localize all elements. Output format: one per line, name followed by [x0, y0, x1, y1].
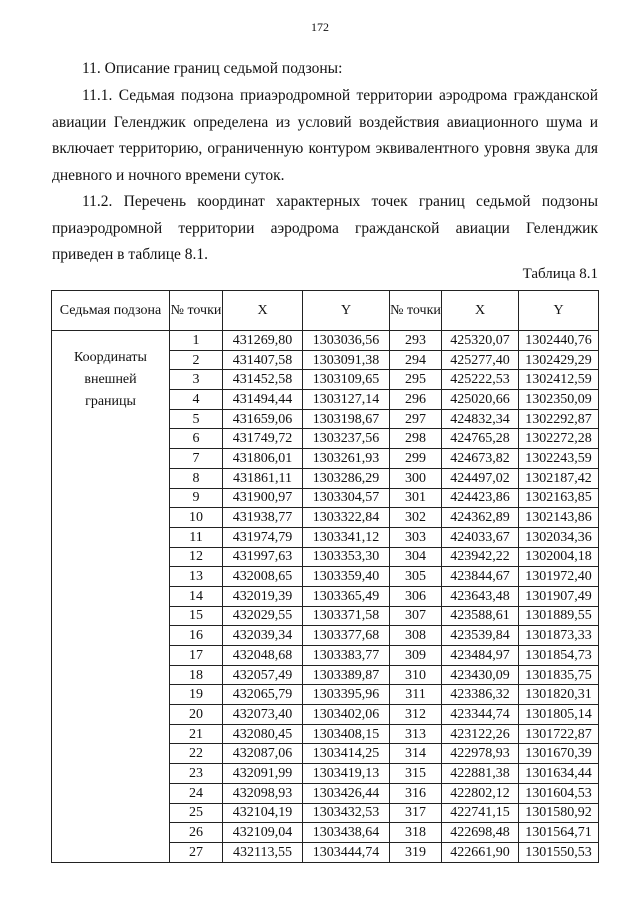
- cell-point-number-right: 304: [390, 547, 442, 567]
- cell-point-number-left: 12: [170, 547, 223, 567]
- cell-y-right: 1301835,75: [519, 665, 599, 685]
- cell-point-number-left: 11: [170, 527, 223, 547]
- cell-y-right: 1302292,87: [519, 409, 599, 429]
- cell-y-right: 1301564,71: [519, 823, 599, 843]
- cell-x-right: 422661,90: [442, 842, 519, 862]
- cell-x-right: 422978,93: [442, 744, 519, 764]
- cell-y-left: 1303109,65: [303, 370, 390, 390]
- cell-y-right: 1302004,18: [519, 547, 599, 567]
- cell-point-number-right: 299: [390, 449, 442, 469]
- cell-y-left: 1303261,93: [303, 449, 390, 469]
- cell-y-left: 1303091,38: [303, 350, 390, 370]
- cell-x-right: 425222,53: [442, 370, 519, 390]
- cell-point-number-left: 18: [170, 665, 223, 685]
- cell-y-left: 1303198,67: [303, 409, 390, 429]
- cell-y-right: 1302272,28: [519, 429, 599, 449]
- cell-y-left: 1303377,68: [303, 626, 390, 646]
- table-header-row: [52, 291, 599, 331]
- cell-y-right: 1301805,14: [519, 705, 599, 725]
- cell-point-number-left: 17: [170, 646, 223, 666]
- cell-y-right: 1301972,40: [519, 567, 599, 587]
- cell-y-right: 1301907,49: [519, 586, 599, 606]
- cell-x-left: 431861,11: [223, 468, 303, 488]
- paragraph-11-1: 11.1. Седьмая подзона приаэродромной территории аэродрома гражданской авиации Геленджик определена из условий воздействия авиационного шума и включает территорию, ограниченную контуром эквивалентного уровня звука для дневного и ночного времени суток.: [52, 87, 598, 184]
- cell-y-right: 1301873,33: [519, 626, 599, 646]
- cell-point-number-right: 294: [390, 350, 442, 370]
- cell-y-left: 1303402,06: [303, 705, 390, 725]
- table-caption: Таблица 8.1: [522, 266, 598, 282]
- cell-y-right: 1302243,59: [519, 449, 599, 469]
- cell-y-right: 1301670,39: [519, 744, 599, 764]
- cell-point-number-right: 308: [390, 626, 442, 646]
- cell-x-right: 423844,67: [442, 567, 519, 587]
- cell-point-number-right: 314: [390, 744, 442, 764]
- header-x-right: X: [442, 291, 519, 331]
- cell-y-right: 1301550,53: [519, 842, 599, 862]
- cell-point-number-left: 19: [170, 685, 223, 705]
- cell-y-left: 1303432,53: [303, 803, 390, 823]
- cell-point-number-right: 306: [390, 586, 442, 606]
- cell-x-right: 423588,61: [442, 606, 519, 626]
- cell-point-number-right: 301: [390, 488, 442, 508]
- cell-x-right: 423122,26: [442, 724, 519, 744]
- cell-point-number-left: 15: [170, 606, 223, 626]
- cell-y-left: 1303036,56: [303, 331, 390, 351]
- cell-x-left: 431997,63: [223, 547, 303, 567]
- cell-y-left: 1303286,29: [303, 468, 390, 488]
- cell-point-number-left: 7: [170, 449, 223, 469]
- header-y-left: Y: [303, 291, 390, 331]
- cell-point-number-right: 297: [390, 409, 442, 429]
- header-zone: Седьмая подзона: [52, 291, 170, 331]
- cell-point-number-right: 302: [390, 508, 442, 528]
- cell-point-number-right: 295: [390, 370, 442, 390]
- cell-point-number-left: 23: [170, 764, 223, 784]
- cell-point-number-left: 2: [170, 350, 223, 370]
- cell-point-number-right: 309: [390, 646, 442, 666]
- cell-x-left: 431452,58: [223, 370, 303, 390]
- cell-x-left: 432113,55: [223, 842, 303, 862]
- cell-y-right: 1302350,09: [519, 390, 599, 410]
- cell-x-right: 422802,12: [442, 783, 519, 803]
- cell-y-left: 1303365,49: [303, 586, 390, 606]
- section-heading: 11. Описание границ седьмой подзоны:: [82, 60, 343, 77]
- cell-y-left: 1303353,30: [303, 547, 390, 567]
- cell-x-left: 432008,65: [223, 567, 303, 587]
- cell-y-right: 1301604,53: [519, 783, 599, 803]
- table-row: [52, 331, 599, 351]
- coordinates-table: [51, 290, 599, 863]
- cell-x-left: 431269,80: [223, 331, 303, 351]
- cell-y-right: 1302034,36: [519, 527, 599, 547]
- cell-x-right: 424673,82: [442, 449, 519, 469]
- cell-point-number-left: 20: [170, 705, 223, 725]
- zone-label: Координаты внешней границы: [74, 350, 147, 409]
- cell-x-left: 431407,58: [223, 350, 303, 370]
- header-point-number-right: № точки: [390, 291, 442, 331]
- cell-x-left: 431806,01: [223, 449, 303, 469]
- cell-point-number-left: 21: [170, 724, 223, 744]
- cell-point-number-right: 305: [390, 567, 442, 587]
- cell-y-right: 1302429,29: [519, 350, 599, 370]
- cell-y-left: 1303341,12: [303, 527, 390, 547]
- cell-x-left: 431749,72: [223, 429, 303, 449]
- cell-point-number-right: 303: [390, 527, 442, 547]
- cell-point-number-right: 318: [390, 823, 442, 843]
- cell-point-number-right: 307: [390, 606, 442, 626]
- cell-y-left: 1303408,15: [303, 724, 390, 744]
- cell-x-left: 432098,93: [223, 783, 303, 803]
- cell-y-right: 1301722,87: [519, 724, 599, 744]
- cell-y-right: 1302440,76: [519, 331, 599, 351]
- header-y-right: Y: [519, 291, 599, 331]
- cell-x-right: 423942,22: [442, 547, 519, 567]
- cell-x-left: 431659,06: [223, 409, 303, 429]
- cell-x-left: 431900,97: [223, 488, 303, 508]
- cell-x-left: 431938,77: [223, 508, 303, 528]
- cell-x-right: 424832,34: [442, 409, 519, 429]
- cell-point-number-left: 8: [170, 468, 223, 488]
- cell-point-number-left: 25: [170, 803, 223, 823]
- cell-y-left: 1303371,58: [303, 606, 390, 626]
- cell-y-left: 1303414,25: [303, 744, 390, 764]
- cell-y-right: 1302187,42: [519, 468, 599, 488]
- cell-point-number-left: 4: [170, 390, 223, 410]
- cell-point-number-left: 24: [170, 783, 223, 803]
- cell-x-right: 425277,40: [442, 350, 519, 370]
- cell-x-right: 424765,28: [442, 429, 519, 449]
- cell-point-number-right: 293: [390, 331, 442, 351]
- header-point-number-left: № точки: [170, 291, 223, 331]
- cell-y-right: 1301889,55: [519, 606, 599, 626]
- cell-point-number-left: 14: [170, 586, 223, 606]
- cell-x-left: 432029,55: [223, 606, 303, 626]
- cell-point-number-right: 300: [390, 468, 442, 488]
- header-x-left: X: [223, 291, 303, 331]
- cell-x-left: 432104,19: [223, 803, 303, 823]
- cell-y-left: 1303127,14: [303, 390, 390, 410]
- cell-point-number-left: 1: [170, 331, 223, 351]
- cell-point-number-left: 5: [170, 409, 223, 429]
- page-number: 172: [311, 20, 329, 34]
- cell-y-left: 1303389,87: [303, 665, 390, 685]
- cell-x-right: 424362,89: [442, 508, 519, 528]
- cell-point-number-left: 26: [170, 823, 223, 843]
- cell-y-left: 1303304,57: [303, 488, 390, 508]
- cell-x-right: 424497,02: [442, 468, 519, 488]
- cell-x-left: 432080,45: [223, 724, 303, 744]
- cell-point-number-right: 316: [390, 783, 442, 803]
- cell-y-right: 1301854,73: [519, 646, 599, 666]
- cell-point-number-left: 6: [170, 429, 223, 449]
- cell-y-right: 1301580,92: [519, 803, 599, 823]
- cell-x-right: 423386,32: [442, 685, 519, 705]
- cell-x-right: 424033,67: [442, 527, 519, 547]
- cell-x-right: 425020,66: [442, 390, 519, 410]
- cell-point-number-right: 312: [390, 705, 442, 725]
- cell-y-left: 1303322,84: [303, 508, 390, 528]
- cell-x-left: 432091,99: [223, 764, 303, 784]
- cell-y-right: 1302163,85: [519, 488, 599, 508]
- cell-x-left: 431494,44: [223, 390, 303, 410]
- cell-y-right: 1301820,31: [519, 685, 599, 705]
- cell-x-left: 432057,49: [223, 665, 303, 685]
- cell-x-right: 422741,15: [442, 803, 519, 823]
- cell-point-number-right: 315: [390, 764, 442, 784]
- cell-x-right: 423430,09: [442, 665, 519, 685]
- paragraph-11-2: 11.2. Перечень координат характерных точек границ седьмой подзоны приаэродромной территории аэродрома гражданской авиации Геленджик приведен в таблице 8.1.: [52, 193, 598, 263]
- cell-y-left: 1303438,64: [303, 823, 390, 843]
- cell-y-right: 1302412,59: [519, 370, 599, 390]
- cell-point-number-right: 310: [390, 665, 442, 685]
- cell-y-left: 1303359,40: [303, 567, 390, 587]
- cell-point-number-right: 296: [390, 390, 442, 410]
- cell-x-right: 423484,97: [442, 646, 519, 666]
- cell-x-right: 425320,07: [442, 331, 519, 351]
- cell-y-left: 1303395,96: [303, 685, 390, 705]
- cell-y-right: 1301634,44: [519, 764, 599, 784]
- cell-y-right: 1302143,86: [519, 508, 599, 528]
- cell-x-right: 423539,84: [442, 626, 519, 646]
- table-body: [52, 331, 599, 863]
- cell-x-left: 432073,40: [223, 705, 303, 725]
- cell-x-right: 422698,48: [442, 823, 519, 843]
- cell-y-left: 1303237,56: [303, 429, 390, 449]
- cell-x-left: 432109,04: [223, 823, 303, 843]
- cell-x-left: 432048,68: [223, 646, 303, 666]
- cell-point-number-left: 27: [170, 842, 223, 862]
- cell-point-number-right: 298: [390, 429, 442, 449]
- cell-point-number-left: 10: [170, 508, 223, 528]
- cell-x-left: 432065,79: [223, 685, 303, 705]
- cell-y-left: 1303419,13: [303, 764, 390, 784]
- cell-point-number-right: 311: [390, 685, 442, 705]
- cell-point-number-right: 317: [390, 803, 442, 823]
- cell-point-number-left: 22: [170, 744, 223, 764]
- cell-y-left: 1303426,44: [303, 783, 390, 803]
- cell-y-left: 1303444,74: [303, 842, 390, 862]
- cell-x-left: 432087,06: [223, 744, 303, 764]
- cell-point-number-right: 319: [390, 842, 442, 862]
- cell-x-right: 423643,48: [442, 586, 519, 606]
- cell-x-left: 431974,79: [223, 527, 303, 547]
- cell-point-number-left: 3: [170, 370, 223, 390]
- cell-point-number-left: 9: [170, 488, 223, 508]
- cell-x-left: 432039,34: [223, 626, 303, 646]
- cell-point-number-left: 16: [170, 626, 223, 646]
- cell-point-number-right: 313: [390, 724, 442, 744]
- cell-x-left: 432019,39: [223, 586, 303, 606]
- cell-x-right: 424423,86: [442, 488, 519, 508]
- cell-y-left: 1303383,77: [303, 646, 390, 666]
- cell-point-number-left: 13: [170, 567, 223, 587]
- cell-x-right: 423344,74: [442, 705, 519, 725]
- zone-label-cell: [52, 331, 170, 863]
- cell-x-right: 422881,38: [442, 764, 519, 784]
